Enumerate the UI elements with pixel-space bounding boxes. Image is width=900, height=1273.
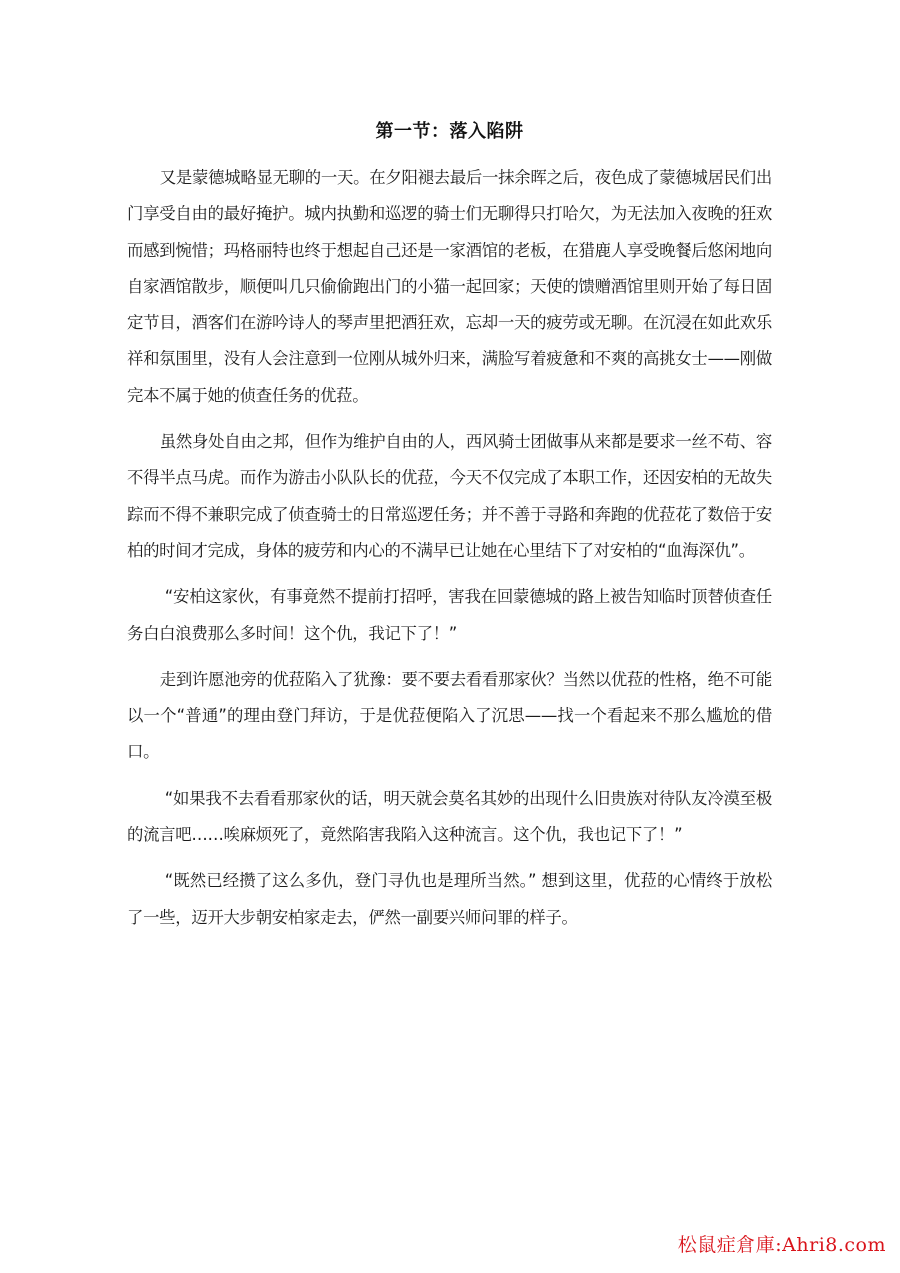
paragraph-dialogue: “既然已经攒了这么多仇，登门寻仇也是理所当然。” 想到这里，优菈的心情终于放松了一些，迈开大步朝安柏家走去，俨然一副要兴师问罪的样子。	[127, 871, 772, 927]
watermark: 松鼠症倉庫:Ahri8.com	[677, 1234, 886, 1256]
paragraph: 又是蒙德城略显无聊的一天。在夕阳褪去最后一抹余晖之后，夜色成了蒙德城居民们出门享受自由的最好掩护。城内执勤和巡逻的骑士们无聊得只打哈欠，为无法加入夜晚的狂欢而感到惋惜；玛格丽特也终于想起自己还是一家酒馆的老板，在猎鹿人享受晚餐后悠闲地向自家酒馆散步，顺便叫几只偷偷跑出门的小猫一起回家；天使的馈赠酒馆里则开始了每日固定节目，酒客们在游吟诗人的琴声里把酒狂欢，忘却一天的疲劳或无聊。在沉浸在如此欢乐祥和氛围里，没有人会注意到一位刚从城外归来，满脸写着疲惫和不爽的高挑女士——刚做完本不属于她的侦查任务的优菈。	[127, 168, 772, 405]
document-page	[127, 118, 772, 936]
paragraph-dialogue: “如果我不去看看那家伙的话，明天就会莫名其妙的出现什么旧贵族对待队友冷漠至极的流言吧……唉麻烦死了，竟然陷害我陷入这种流言。这个仇，我也记下了！”	[127, 788, 772, 845]
paragraph: 走到许愿池旁的优菈陷入了犹豫：要不要去看看那家伙？当然以优菈的性格，绝不可能以一个“普通”的理由登门拜访，于是优菈便陷入了沉思——找一个看起来不那么尴尬的借口。	[127, 669, 772, 762]
paragraph: 虽然身处自由之邦，但作为维护自由的人，西风骑士团做事从来都是要求一丝不苟、容不得半点马虎。而作为游击小队队长的优菈，今天不仅完成了本职工作，还因安柏的无故失踪而不得不兼职完成了侦查骑士的日常巡逻任务；并不善于寻路和奔跑的优菈花了数倍于安柏的时间才完成，身体的疲劳和内心的不满早已让她在心里结下了对安柏的“血海深仇”。	[127, 432, 772, 560]
chapter-title: 第一节：落入陷阱	[375, 121, 524, 142]
paragraph-dialogue: “安柏这家伙，有事竟然不提前打招呼，害我在回蒙德城的路上被告知临时顶替侦查任务白白浪费那么多时间！这个仇，我记下了！”	[127, 587, 772, 643]
